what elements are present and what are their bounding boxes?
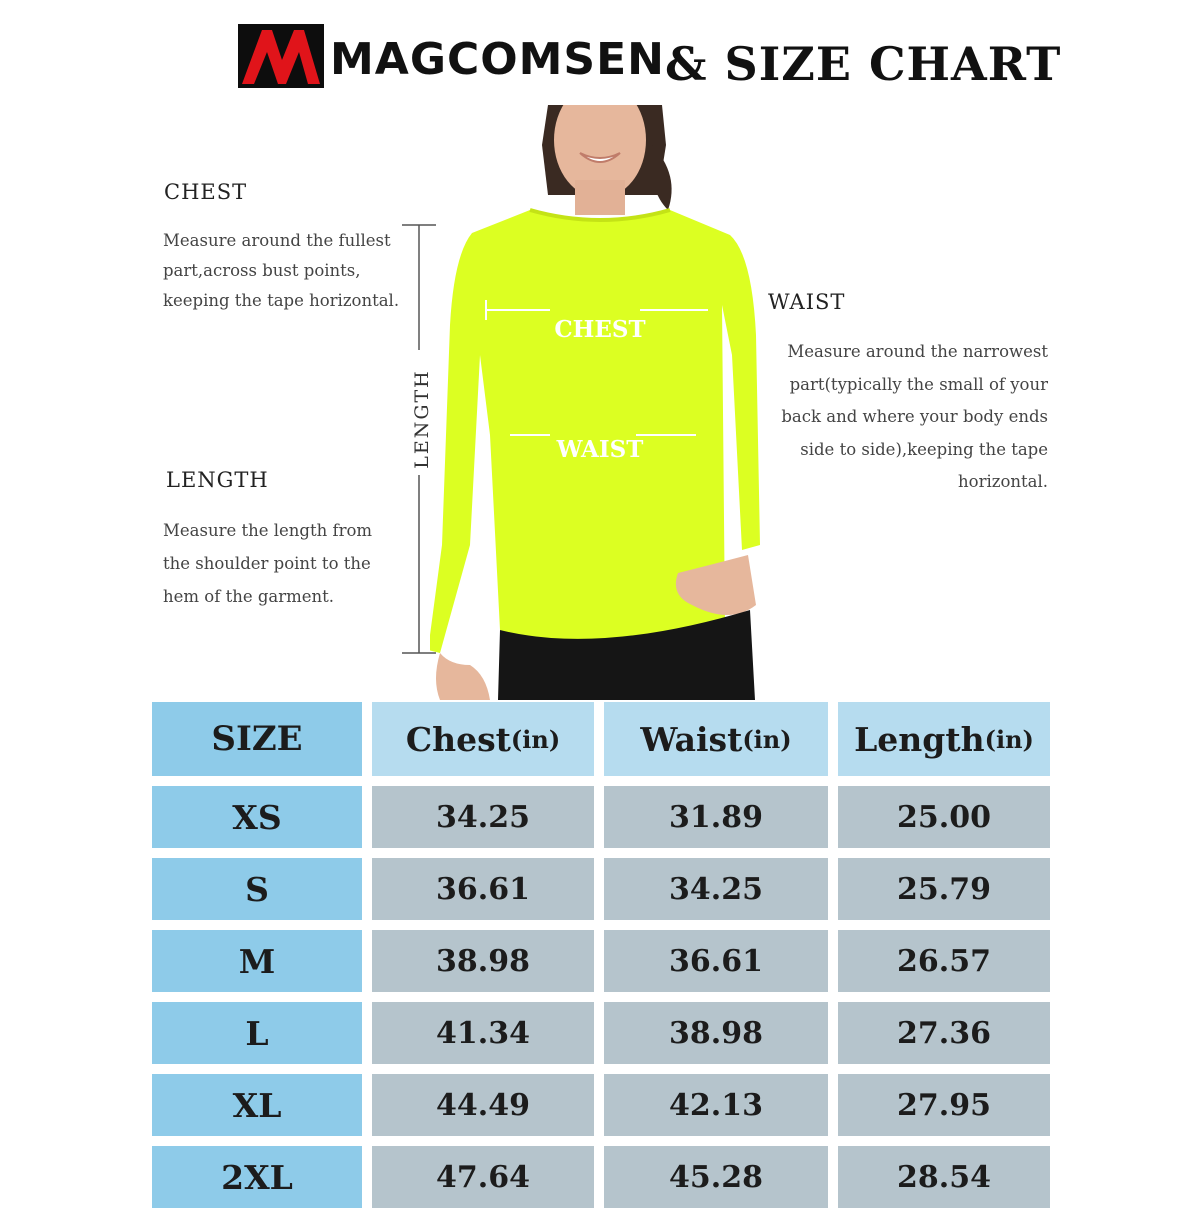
size-table <box>152 702 1050 1218</box>
length-annotation-text <box>163 514 413 613</box>
length-cell: 28.54 <box>838 1146 1050 1208</box>
size-cell: L <box>152 1002 362 1064</box>
chest-cell: 34.25 <box>372 786 594 848</box>
waist-cell: 31.89 <box>604 786 828 848</box>
chest-cell: 47.64 <box>372 1146 594 1208</box>
chest-line-1: Measure around the fullest <box>163 231 391 250</box>
header-waist-unit: (in) <box>742 724 792 754</box>
length-vertical-label: LENGTH <box>411 369 433 469</box>
waist-cell: 38.98 <box>604 1002 828 1064</box>
chest-cell: 41.34 <box>372 1002 594 1064</box>
header-size: SIZE <box>152 702 362 776</box>
waist-line-4: side to side),keeping the tape <box>800 439 1048 459</box>
waist-annotation-text <box>752 336 1048 499</box>
table-row <box>152 858 1050 920</box>
waist-measure-label: WAIST <box>556 436 644 463</box>
waist-line-2: part(typically the small of your <box>789 374 1048 394</box>
waist-line-1: Measure around the narrowest <box>787 342 1048 361</box>
page-title: & SIZE CHART <box>665 37 1062 91</box>
chest-annotation-text <box>163 226 433 316</box>
table-row <box>152 930 1050 992</box>
length-cell: 27.95 <box>838 1074 1050 1136</box>
length-cell: 25.79 <box>838 858 1050 920</box>
length-line-1: Measure the length from <box>163 521 373 540</box>
length-line-2: the shoulder point to the <box>163 554 371 573</box>
waist-cell: 34.25 <box>604 858 828 920</box>
waist-line-5: horizontal. <box>958 472 1048 491</box>
size-cell: 2XL <box>152 1146 362 1208</box>
waist-cell: 36.61 <box>604 930 828 992</box>
header-waist <box>604 702 828 776</box>
waist-annotation-title: WAIST <box>768 290 846 314</box>
length-cell: 25.00 <box>838 786 1050 848</box>
length-cell: 26.57 <box>838 930 1050 992</box>
size-cell: XS <box>152 786 362 848</box>
table-header-row <box>152 702 1050 776</box>
table-row <box>152 1074 1050 1136</box>
waist-line-3: back and where your body ends <box>781 407 1048 426</box>
header-chest <box>372 702 594 776</box>
header-chest-unit: (in) <box>510 724 561 754</box>
header-length <box>838 702 1050 776</box>
waist-cell: 42.13 <box>604 1074 828 1136</box>
chest-cell: 44.49 <box>372 1074 594 1136</box>
header-waist-label: Waist <box>640 719 743 759</box>
brand-name: MAGCOMSEN <box>330 34 666 85</box>
header-chest-label: Chest <box>405 719 511 759</box>
header-length-unit: (in) <box>984 724 1034 754</box>
size-cell: XL <box>152 1074 362 1136</box>
table-row <box>152 786 1050 848</box>
length-cell: 27.36 <box>838 1002 1050 1064</box>
waist-cell: 45.28 <box>604 1146 828 1208</box>
chest-cell: 36.61 <box>372 858 594 920</box>
brand-logo-mark <box>238 24 324 88</box>
size-cell: S <box>152 858 362 920</box>
model-illustration <box>430 105 770 700</box>
length-line-3: hem of the garment. <box>163 587 335 606</box>
chest-annotation-title: CHEST <box>164 180 248 204</box>
table-row <box>152 1146 1050 1208</box>
chest-line-2: part,across bust points, <box>163 261 361 280</box>
chest-cell: 38.98 <box>372 930 594 992</box>
length-annotation-title: LENGTH <box>166 468 269 492</box>
header-length-label: Length <box>854 719 985 759</box>
table-row <box>152 1002 1050 1064</box>
chest-line-3: keeping the tape horizontal. <box>163 291 400 310</box>
size-cell: M <box>152 930 362 992</box>
chest-measure-label: CHEST <box>554 316 646 343</box>
